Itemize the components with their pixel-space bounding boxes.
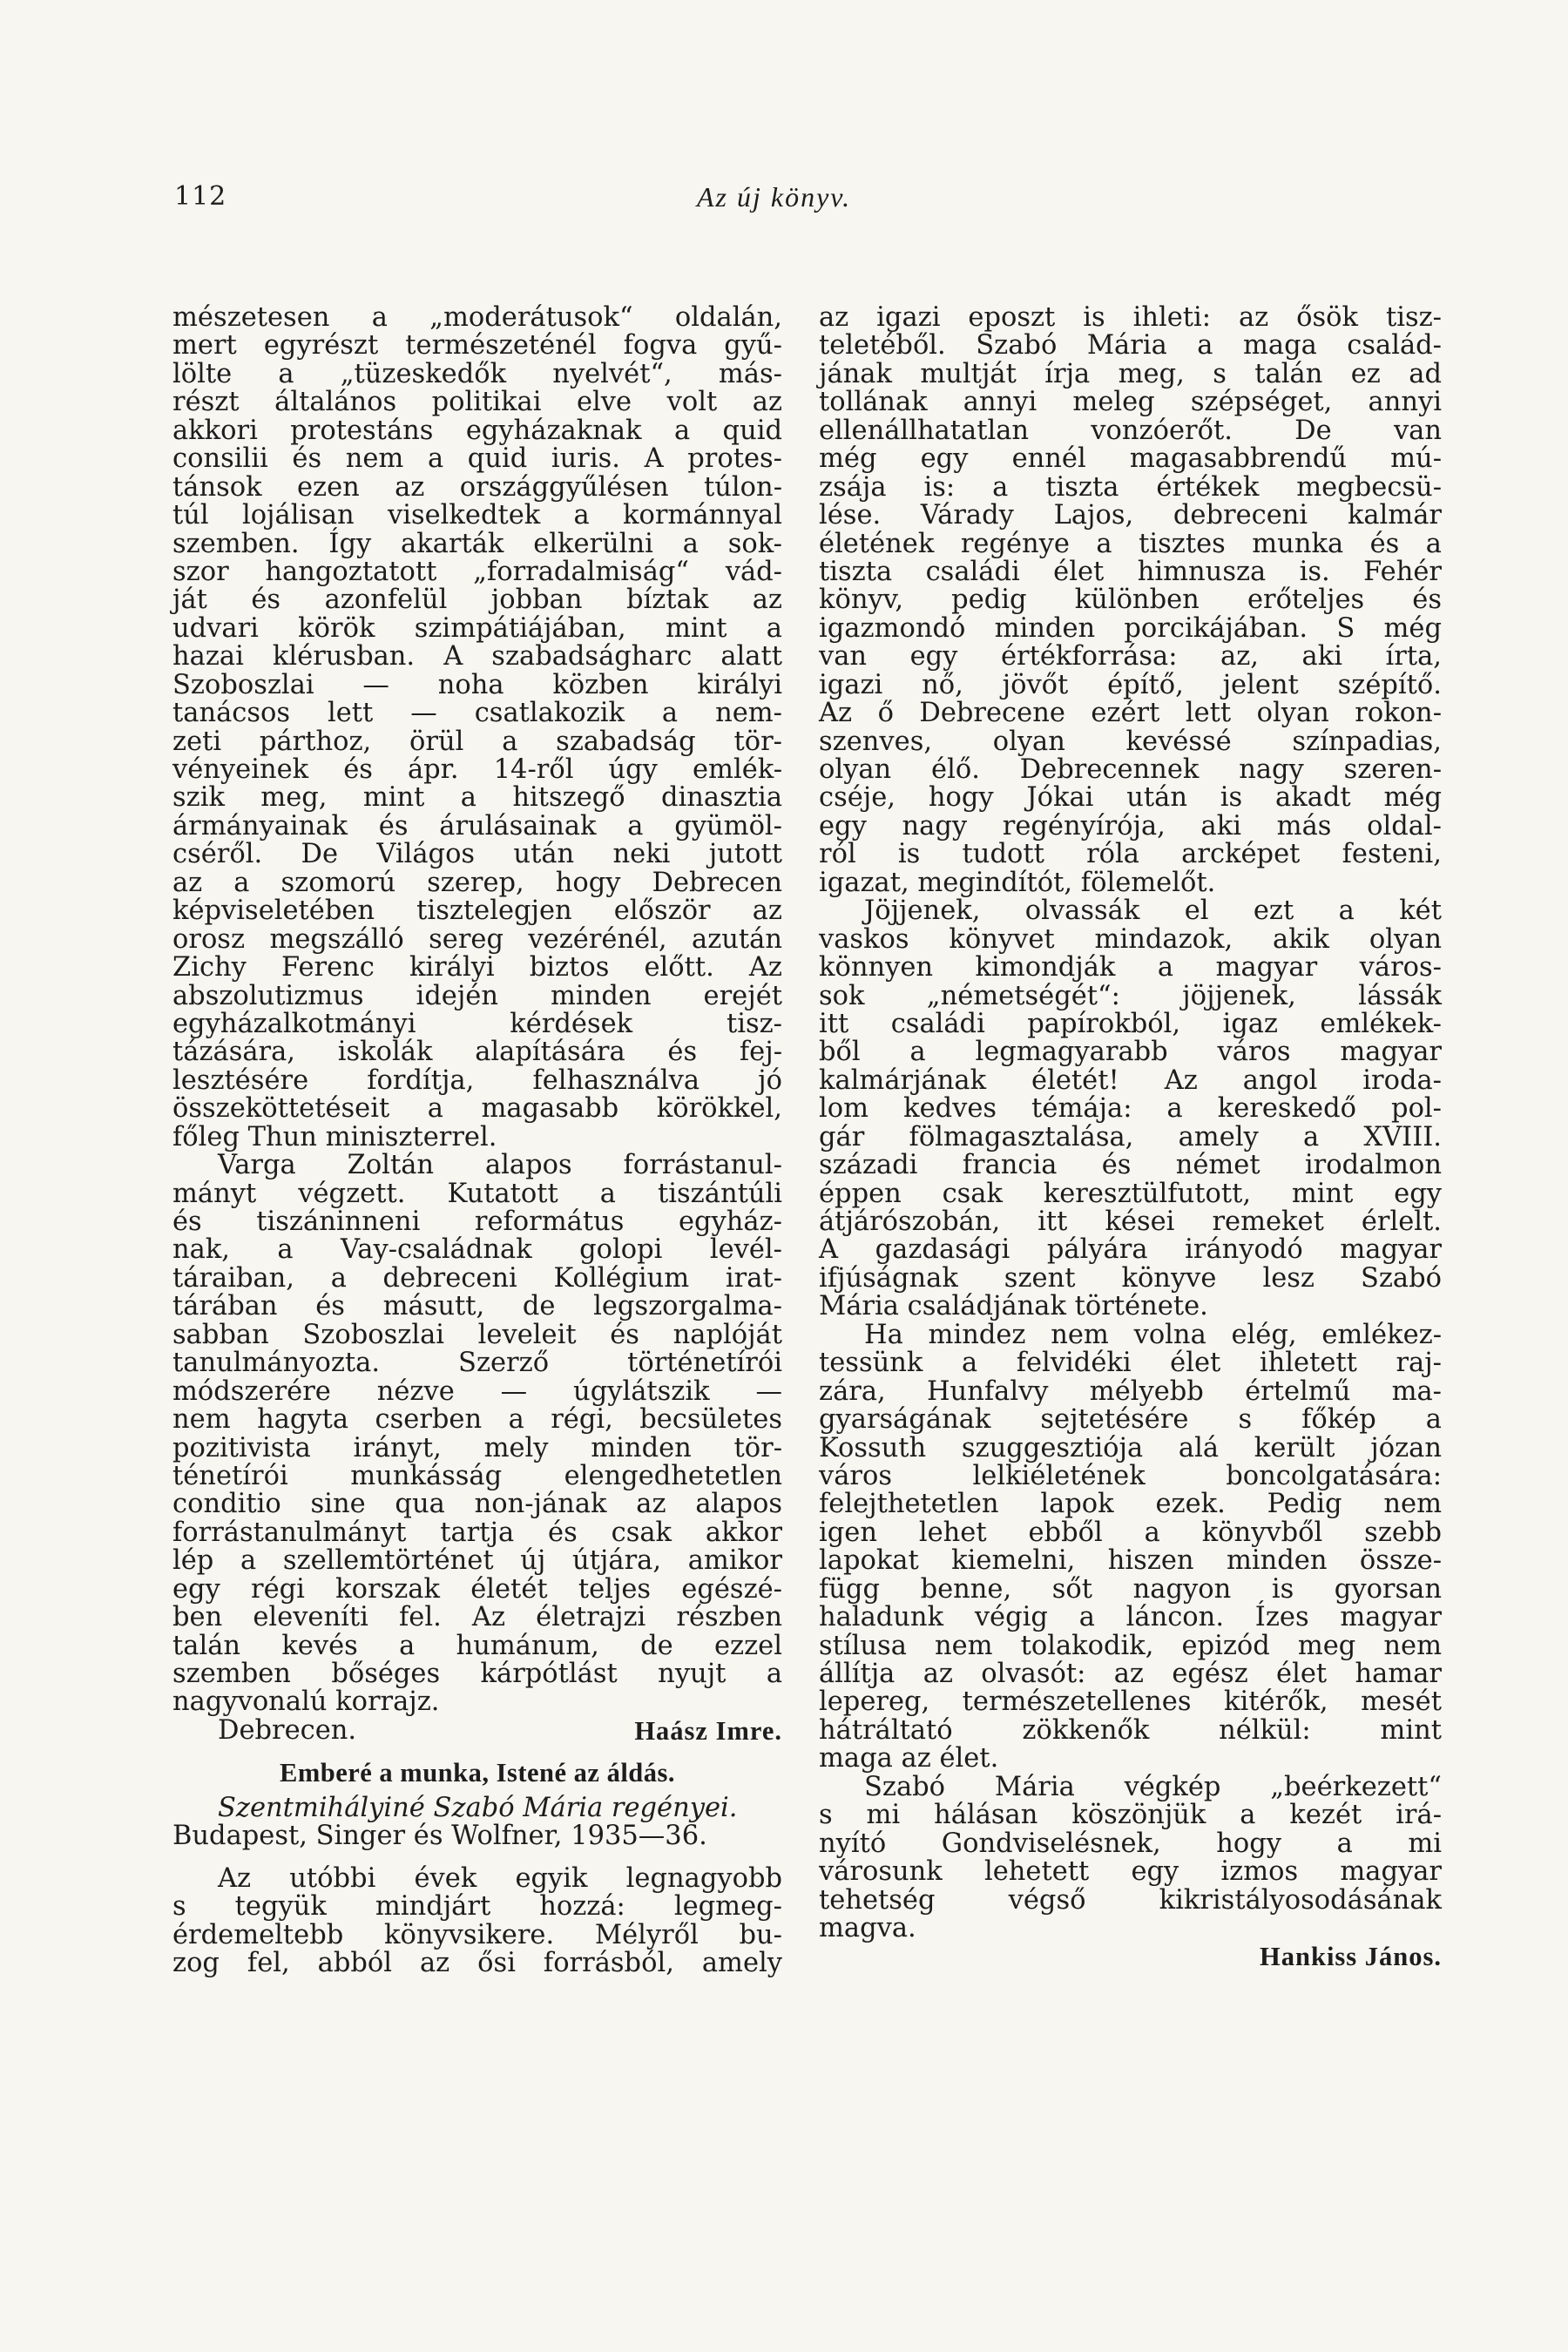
text-line: állítja az olvasót: az egész élet hamar [819, 1659, 1442, 1689]
text-line: lapokat kiemelni, hiszen minden össze- [819, 1545, 1442, 1577]
text-line: nak, a Vay-családnak golopi levél- [172, 1234, 782, 1266]
text-line: városunk lehetett egy izmos magyar [819, 1856, 1442, 1888]
spacer [172, 1745, 782, 1759]
text-line: zog fel, abból az ősi forrásból, amely [172, 1947, 782, 1978]
review1-place: Debrecen. [218, 1714, 357, 1746]
text-line: Ha mindez nem volna elég, emlékez- [864, 1319, 1442, 1350]
review1-author: Haász Imre. [634, 1715, 782, 1746]
text-line: van egy értékforrása: az, aki írta, [819, 641, 1442, 672]
text-line: teletéből. Szabó Mária a maga család- [819, 330, 1442, 362]
text-line: tessünk a felvidéki élet ihletett raj- [819, 1348, 1442, 1379]
text-line: tanácsos lett — csatlakozik a nem- [172, 698, 782, 729]
text-line: conditio sine qua non-jának az alapos [172, 1489, 782, 1520]
text-line: cséről. De Világos után neki jutott [172, 839, 782, 870]
left-column [172, 304, 782, 1977]
text-line: s mi hálásan köszönjük a kezét irá- [819, 1800, 1442, 1831]
text-line: az a szomorú szerep, hogy Debrecen [172, 867, 782, 898]
text-line: igazmondó minden porcikájában. S még [819, 612, 1442, 644]
text-line: cséje, hogy Jókai után is akadt még [819, 782, 1442, 814]
text-line: tárában és másutt, de legszorgalma- [172, 1291, 782, 1322]
text-line: szor hangoztatott „forradalmiság“ vád- [172, 556, 782, 587]
text-line: túl lojálisan viselkedtek a kormánnyal [172, 500, 782, 531]
text-line: haladunk végig a láncon. Ízes magyar [819, 1602, 1442, 1633]
text-line: összeköttetéseit a magasabb körökkel, [172, 1093, 782, 1125]
text-line: udvari körök szimpátiájában, mint a [172, 612, 782, 644]
text-line: tázására, iskolák alapítására és fej- [172, 1037, 782, 1068]
text-line: lölte a „tüzeskedők nyelvét“, más- [172, 358, 782, 389]
text-line: pozitivista irányt, mely minden tör- [172, 1432, 782, 1463]
text-line: stílusa nem tolakodik, epizód meg nem [819, 1630, 1442, 1661]
text-line: egy nagy regényírója, aki más oldal- [819, 810, 1442, 841]
text-line: jának multját írja meg, s talán ez ad [819, 358, 1442, 389]
text-line: lom kedves témája: a kereskedő pol- [819, 1093, 1442, 1125]
text-line: tehetség végső kikristályosodásának [819, 1884, 1442, 1916]
review2-heading: Emberé a munka, Istené az áldás. [279, 1758, 676, 1788]
text-line: lesztésére fordítja, felhasználva jó [172, 1064, 782, 1096]
text-line: Az ő Debrecene ezért lett olyan rokon- [819, 698, 1442, 729]
text-line: hátráltató zökkenők nélkül: mint [819, 1714, 1442, 1746]
review2-citation-title: Szentmihályiné Szabó Mária regényei. [218, 1792, 738, 1823]
text-line: consilii és nem a quid iuris. A protes- [172, 443, 782, 475]
text-line: szenves, olyan kevéssé színpadias, [819, 726, 1442, 757]
text-line: Az utóbbi évek egyik legnagyobb [218, 1862, 782, 1894]
text-line: akkori protestáns egyházaknak a quid [172, 415, 782, 446]
text-line: itt családi papírokból, igaz emlékek- [819, 1008, 1442, 1039]
text-line: tanulmányozta. Szerző történetírói [172, 1348, 782, 1379]
text-line: tollának annyi meleg szépséget, annyi [819, 387, 1442, 418]
text-line: könyv, pedig különben erőteljes és [819, 585, 1442, 616]
text-line: igen lehet ebből a könyvből szebb [819, 1517, 1442, 1548]
right-column [819, 304, 1442, 1971]
text-line: maga az élet. [819, 1743, 999, 1774]
text-line: orosz megszálló sereg vezérénél, azután [172, 923, 782, 955]
text-line: hazai klérusban. A szabadságharc alatt [172, 641, 782, 672]
text-line: Kossuth szuggesztiója alá került józan [819, 1432, 1442, 1463]
text-line: felejthetetlen lapok ezek. Pedig nem [819, 1489, 1442, 1520]
text-line: igazi nő, jövőt építő, jelent szépítő. [819, 669, 1442, 700]
text-line: és tiszáninneni református egyház- [172, 1206, 782, 1237]
text-line: vényeinek és ápr. 14-ről úgy emlék- [172, 754, 782, 785]
running-head [174, 181, 1442, 225]
text-line: még egy ennél magasabbrendű mú- [819, 443, 1442, 475]
text-line: könnyen kimondják a magyar város- [819, 952, 1442, 983]
text-line: sabban Szoboszlai leveleit és naplóját [172, 1319, 782, 1350]
review2-body [172, 1862, 782, 1978]
text-line: ténetírói munkásság elengedhetetlen [172, 1460, 782, 1491]
review1-body [172, 304, 782, 1717]
page-number: 112 [174, 181, 227, 212]
text-line: életének regénye a tisztes munka és a [819, 528, 1442, 559]
text-line: lép a szellemtörténet új útjára, amikor [172, 1545, 782, 1577]
text-line: érdemeltebb könyvsikere. Mélyről bu- [172, 1919, 782, 1950]
text-line: részt általános politikai elve volt az [172, 387, 782, 418]
text-line: módszerére nézve — úgylátszik — [172, 1375, 782, 1407]
review2-author: Hankiss János. [1260, 1942, 1442, 1972]
text-line: szemben bőséges kárpótlást nyujt a [172, 1659, 782, 1689]
text-line: s tegyük mindjárt hozzá: legmeg- [172, 1891, 782, 1923]
text-line: ifjúságnak szent könyve lesz Szabó [819, 1262, 1442, 1294]
text-line: éppen csak keresztülfutott, mint egy [819, 1178, 1442, 1209]
text-line: ról is tudott róla arcképet festeni, [819, 839, 1442, 870]
text-line: vaskos könyvet mindazok, akik olyan [819, 923, 1442, 955]
review2-citation-publisher: Budapest, Singer és Wolfner, 1935—36. [172, 1821, 707, 1852]
text-line: gyarságának sejtetésére s főkép a [819, 1404, 1442, 1436]
text-line: olyan élő. Debrecennek nagy szeren- [819, 754, 1442, 785]
text-line: magva. [819, 1912, 916, 1943]
review1-signature [172, 1714, 782, 1746]
text-line: A gazdasági pályára irányodó magyar [819, 1234, 1442, 1266]
text-line: zsája is: a tiszta értékek megbecsü- [819, 471, 1442, 503]
text-line: lepereg, természetellenes kitérők, mesét [819, 1686, 1442, 1718]
text-line: gár fölmagasztalása, amely a XVIII. [819, 1121, 1442, 1152]
text-line: tánsok ezen az országgyűlésen túlon- [172, 471, 782, 503]
text-line: igazat, megindítót, fölemelőt. [819, 867, 1216, 898]
text-line: lése. Várady Lajos, debreceni kalmár [819, 500, 1442, 531]
running-title: Az új könyv. [697, 181, 852, 213]
text-line: egyházalkotmányi kérdések tisz- [172, 1008, 782, 1039]
text-line: talán kevés a humánum, de ezzel [172, 1630, 782, 1661]
text-line: város lelkiéletének boncolgatására: [819, 1460, 1442, 1491]
text-line: forrástanulmányt tartja és csak akkor [172, 1517, 782, 1548]
text-line: kalmárjának életét! Az angol iroda- [819, 1064, 1442, 1096]
text-line: Jöjjenek, olvassák el ezt a két [864, 896, 1442, 927]
text-line: szemben. Így akarták elkerülni a sok- [172, 528, 782, 559]
text-line: zára, Hunfalvy mélyebb értelmű ma- [819, 1375, 1442, 1407]
text-line: ben eleveníti fel. Az életrajzi részben [172, 1602, 782, 1633]
text-line: mészetesen a „moderátusok“ oldalán, [172, 302, 782, 333]
text-line: egy régi korszak életét teljes egészé- [172, 1573, 782, 1605]
text-line: Szabó Mária végkép „beérkezett“ [864, 1771, 1442, 1802]
text-line: zeti párthoz, örül a szabadság tör- [172, 726, 782, 757]
text-line: sok „németségét“: jöjjenek, lássák [819, 980, 1442, 1011]
text-line: nem hagyta cserben a régi, becsületes [172, 1404, 782, 1436]
text-line: Mária családjának története. [819, 1291, 1208, 1322]
text-line: mert egyrészt természeténél fogva gyű- [172, 330, 782, 362]
text-line: nyító Gondviselésnek, hogy a mi [819, 1828, 1442, 1859]
text-line: függ benne, sőt nagyon is gyorsan [819, 1573, 1442, 1605]
text-line: átjárószobán, itt kései remeket érlelt. [819, 1206, 1442, 1237]
text-line: Varga Zoltán alapos forrástanul- [218, 1150, 782, 1181]
text-line: ját és azonfelül jobban bíztak az [172, 585, 782, 616]
text-line: szik meg, mint a hitszegő dinasztia [172, 782, 782, 814]
text-line: ármányainak és árulásainak a gyümöl- [172, 810, 782, 841]
text-line: ből a legmagyarabb város magyar [819, 1037, 1442, 1068]
text-line: századi francia és német irodalmon [819, 1150, 1442, 1181]
text-line: főleg Thun miniszterrel. [172, 1121, 497, 1152]
text-line: Zichy Ferenc királyi biztos előtt. Az [172, 952, 782, 983]
text-line: Szoboszlai — noha közben királyi [172, 669, 782, 700]
text-line: abszolutizmus idején minden erejét [172, 980, 782, 1011]
text-line: táraiban, a debreceni Kollégium irat- [172, 1262, 782, 1294]
text-line: ellenállhatatlan vonzóerőt. De van [819, 415, 1442, 446]
text-line: nagyvonalú korrajz. [172, 1686, 440, 1718]
text-line: tiszta családi élet himnusza is. Fehér [819, 556, 1442, 587]
text-line: az igazi eposzt is ihleti: az ősök tisz- [819, 302, 1442, 333]
text-line: mányt végzett. Kutatott a tiszántúli [172, 1178, 782, 1209]
text-line: képviseletében tisztelegjen először az [172, 896, 782, 927]
